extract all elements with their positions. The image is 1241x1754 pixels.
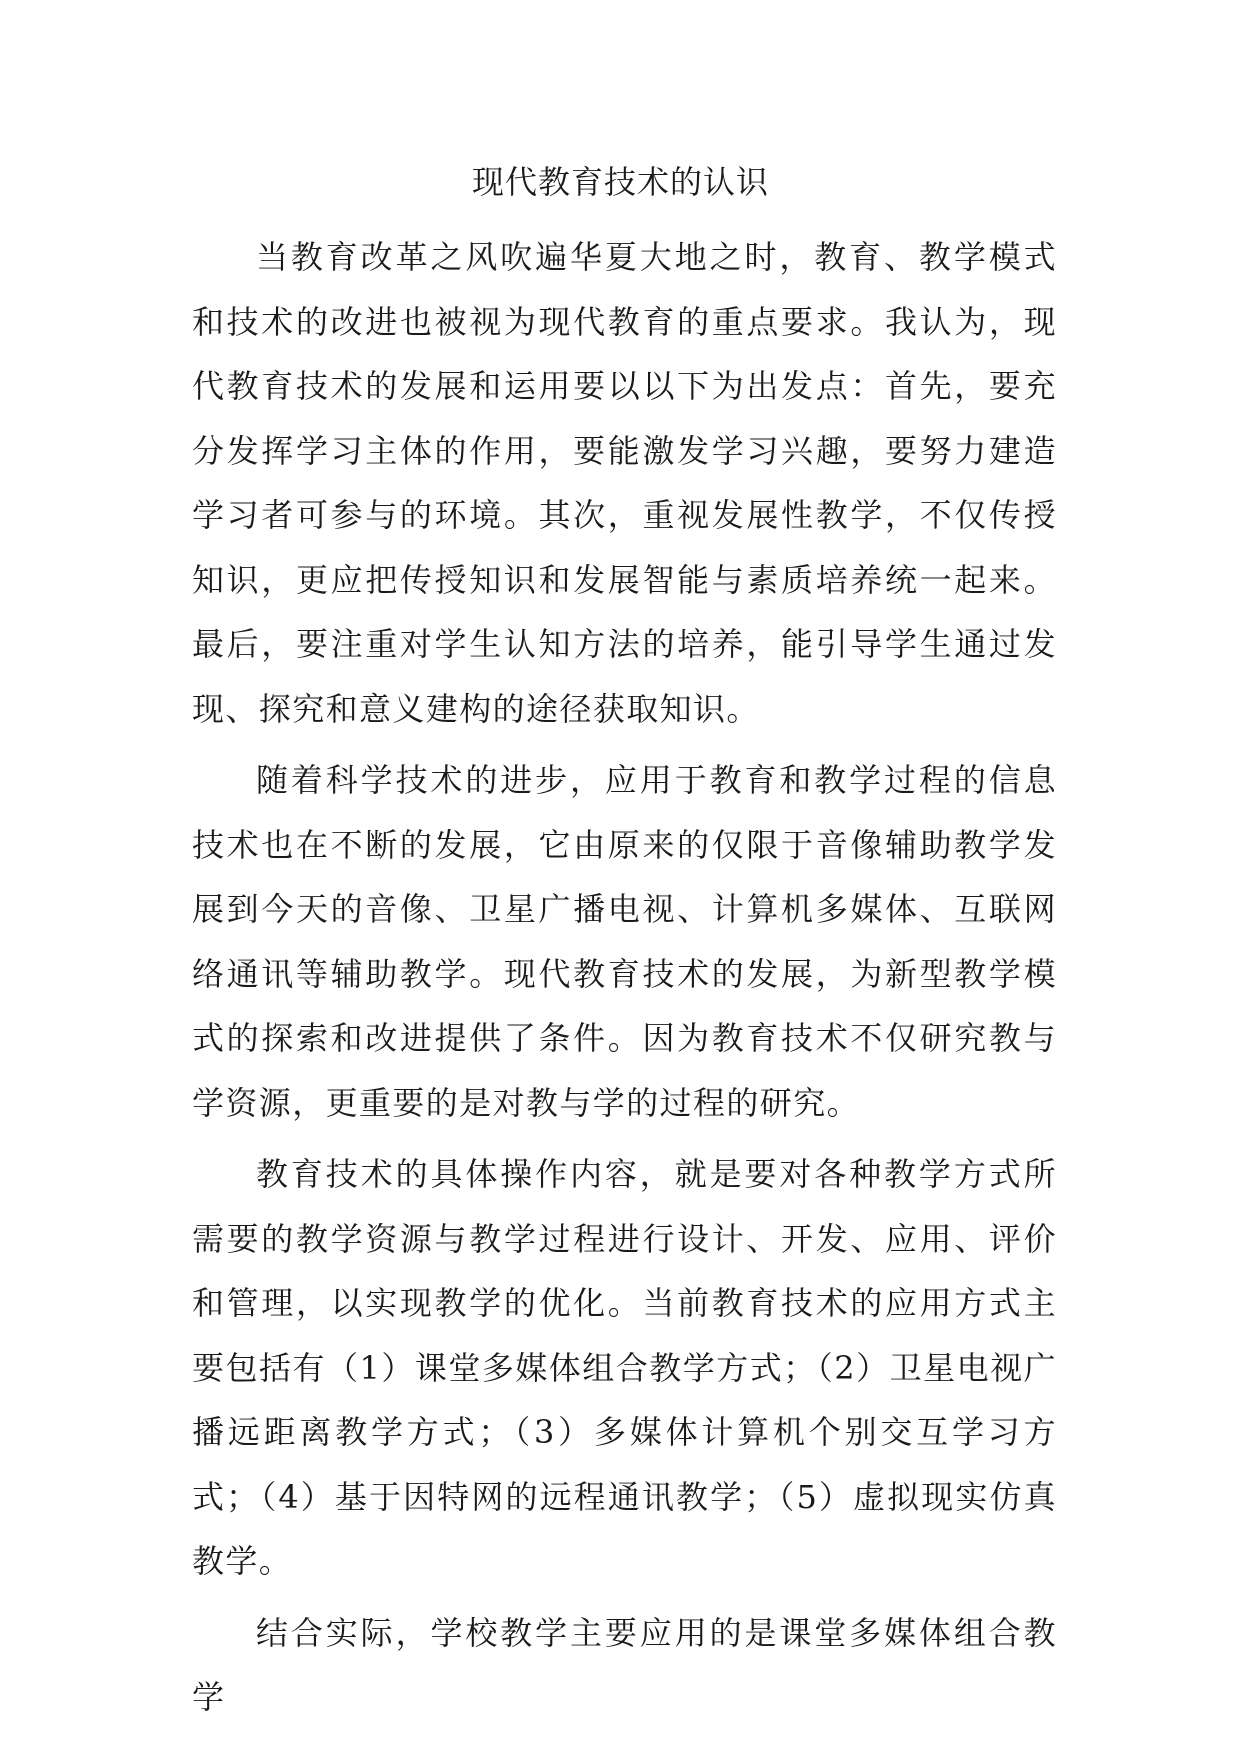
paragraph-3: 教育技术的具体操作内容，就是要对各种教学方式所需要的教学资源与教学过程进行设计、开发、应用、评价和管理，以实现教学的优化。当前教育技术的应用方式主要包括有（1）课堂多媒体组合教学方式；（2）卫星电视广播远距离教学方式；（3）多媒体计算机个别交互学习方式；（4）基于因特网的远程通讯教学；（5）虚拟现实仿真教学。 xyxy=(192,1155,1057,1580)
document-title: 现代教育技术的认识 xyxy=(471,163,769,201)
paragraph-2: 随着科学技术的进步，应用于教育和教学过程的信息技术也在不断的发展，它由原来的仅限于音像辅助教学发展到今天的音像、卫星广播电视、计算机多媒体、互联网络通讯等辅助教学。现代教育技术的发展，为新型教学模式的探索和改进提供了条件。因为教育技术不仅研究教与学资源，更重要的是对教与学的过程的研究。 xyxy=(192,761,1057,1122)
document-body xyxy=(192,225,1057,1730)
paragraph-1: 当教育改革之风吹遍华夏大地之时，教育、教学模式和技术的改进也被视为现代教育的重点要求。我认为，现代教育技术的发展和运用要以以下为出发点：首先，要充分发挥学习主体的作用，要能激发学习兴趣，要努力建造学习者可参与的环境。其次，重视发展性教学，不仅传授知识，更应把传授知识和发展智能与素质培养统一起来。最后，要注重对学生认知方法的培养，能引导学生通过发现、探究和意义建构的途径获取知识。 xyxy=(192,238,1057,728)
paragraph-4: 结合实际，学校教学主要应用的是课堂多媒体组合教学 xyxy=(192,1613,1057,1716)
